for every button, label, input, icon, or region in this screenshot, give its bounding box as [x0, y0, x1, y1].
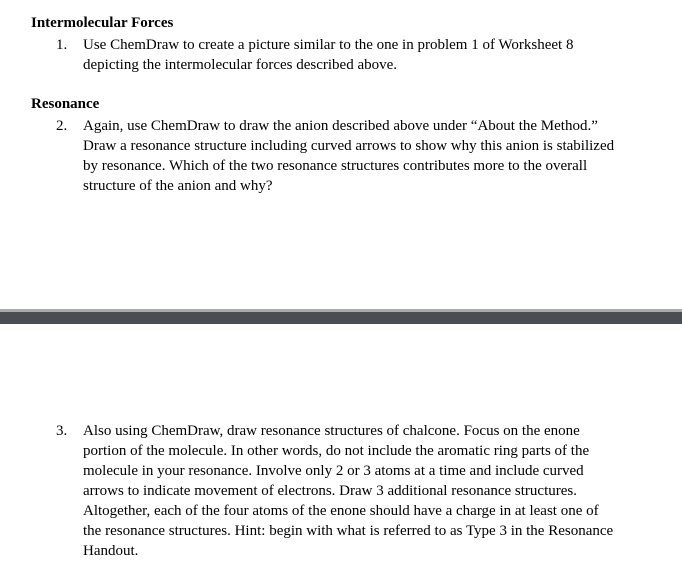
list-item-number: 1. [56, 37, 68, 53]
list-item-number: 3. [56, 423, 68, 439]
text-line: depicting the intermolecular forces described above. [83, 57, 398, 73]
list-item-text [83, 116, 673, 196]
text-line: portion of the molecule. In other words, do not include the aromatic ring parts of the [83, 443, 590, 459]
text-line: by resonance. Which of the two resonance structures contributes more to the overall [83, 158, 588, 174]
section-heading-resonance: Resonance [31, 96, 100, 112]
text-line: Again, use ChemDraw to draw the anion described above under “About the Method.” [83, 118, 598, 134]
text-line: Altogether, each of the four atoms of the enone should have a charge in at least one of [83, 503, 599, 519]
text-line: Use ChemDraw to create a picture similar to the one in problem 1 of Worksheet 8 [83, 37, 574, 53]
text-line: molecule in your resonance. Involve only 2 or 3 atoms at a time and include curved [83, 463, 584, 479]
list-item-text [83, 421, 673, 561]
text-line: Handout. [83, 543, 139, 559]
list-item-number: 2. [56, 118, 68, 134]
text-line: Draw a resonance structure including curved arrows to show why this anion is stabilized [83, 138, 615, 154]
text-line: the resonance structures. Hint: begin with what is referred to as Type 3 in the Resonance [83, 523, 614, 539]
text-line: Also using ChemDraw, draw resonance structures of chalcone. Focus on the enone [83, 423, 580, 439]
document-page-2 [0, 324, 682, 575]
list-item-text [83, 35, 673, 75]
section-heading-intermolecular-forces: Intermolecular Forces [31, 15, 174, 31]
page-separator [0, 309, 682, 324]
text-line: structure of the anion and why? [83, 178, 273, 194]
text-line: arrows to indicate movement of electrons. Draw 3 additional resonance structures. [83, 483, 577, 499]
